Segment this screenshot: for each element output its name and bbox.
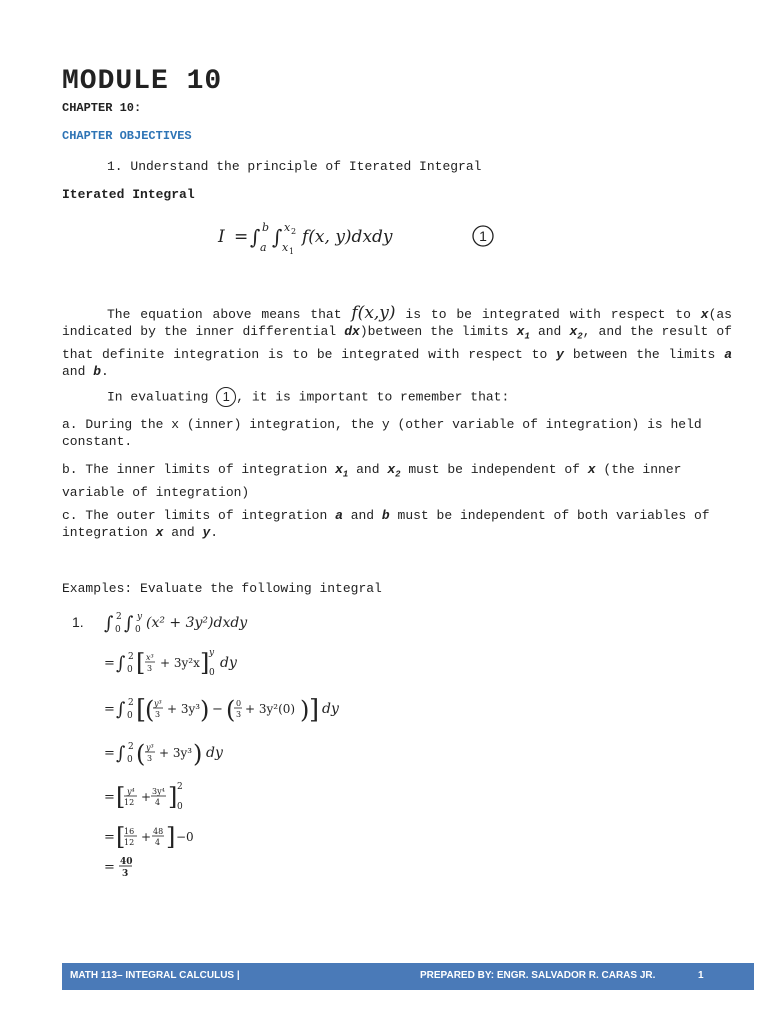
solution-step-7 <box>104 857 133 879</box>
svg-text:dy: dy <box>220 655 237 671</box>
svg-text:[: [ <box>136 695 147 725</box>
svg-text:=: = <box>104 830 115 845</box>
svg-text:+: + <box>141 790 152 804</box>
svg-text:b: b <box>262 221 270 234</box>
svg-text:4: 4 <box>155 798 161 807</box>
example-solution <box>100 605 360 885</box>
svg-text:(: ( <box>226 696 236 724</box>
svg-text:12: 12 <box>124 838 135 847</box>
svg-text:]: ] <box>168 783 178 811</box>
svg-text:dy: dy <box>322 701 339 717</box>
footer-course: MATH 113– INTEGRAL CALCULUS | <box>70 970 240 981</box>
svg-text:a: a <box>260 241 267 254</box>
svg-text:∫: ∫ <box>272 225 283 249</box>
svg-text:3: 3 <box>122 869 129 879</box>
svg-text:0: 0 <box>127 711 133 721</box>
module-title: MODULE 10 <box>62 66 223 97</box>
svg-text:0: 0 <box>135 625 141 635</box>
section-heading: Iterated Integral <box>62 187 195 202</box>
svg-text:y⁴: y⁴ <box>127 787 135 796</box>
svg-text:x: x <box>282 241 289 254</box>
svg-text:=: = <box>104 746 115 761</box>
svg-text:2: 2 <box>177 782 183 792</box>
objectives-heading: CHAPTER OBJECTIVES <box>62 129 192 143</box>
svg-text:3: 3 <box>147 664 153 673</box>
svg-text:0: 0 <box>209 668 215 678</box>
svg-text:I: I <box>218 227 225 247</box>
svg-text:+: + <box>141 830 152 844</box>
svg-text:x³: x³ <box>146 653 154 662</box>
solution-step-5 <box>104 782 183 812</box>
footer-author: PREPARED BY: ENGR. SALVADOR R. CARAS JR. <box>420 970 656 981</box>
svg-text:−: − <box>212 702 223 717</box>
svg-text:3: 3 <box>147 754 153 763</box>
svg-text:): ) <box>193 740 203 768</box>
svg-text:(: ( <box>136 740 146 768</box>
rule-b: b. The inner limits of integration $x_1$ and $x_2$ must be independent of x (the inner variable of integration) <box>62 462 682 500</box>
svg-text:y: y <box>137 612 143 622</box>
svg-text:=: = <box>104 790 115 805</box>
svg-text:∫: ∫ <box>250 225 261 249</box>
svg-text:]: ] <box>166 823 176 851</box>
svg-text:x: x <box>284 221 291 234</box>
svg-text:0: 0 <box>236 699 242 708</box>
svg-text:4: 4 <box>155 838 161 847</box>
svg-text:16: 16 <box>124 827 135 836</box>
svg-text:]: ] <box>309 695 320 725</box>
svg-text:2: 2 <box>116 612 122 622</box>
page-number: 1 <box>698 970 704 981</box>
svg-text:[: [ <box>116 823 126 851</box>
svg-text:+ 3y²x: + 3y²x <box>160 656 200 670</box>
evaluating-paragraph: In evaluating 1 , it is important to remember that: <box>107 387 509 407</box>
solution-step-6 <box>104 823 194 851</box>
solution-step-3 <box>104 695 340 725</box>
svg-text:=: = <box>104 702 115 717</box>
svg-text:2: 2 <box>291 227 297 236</box>
solution-step-4 <box>104 740 224 768</box>
solution-step-2 <box>104 648 238 678</box>
svg-text:(: ( <box>145 696 155 724</box>
svg-text:2: 2 <box>128 742 134 752</box>
svg-text:+ 3y³: + 3y³ <box>167 702 201 716</box>
equation-number: 1 <box>479 228 487 244</box>
svg-text:[: [ <box>136 649 146 677</box>
svg-text:[: [ <box>116 783 126 811</box>
svg-text:y³: y³ <box>154 699 162 708</box>
svg-text:0: 0 <box>127 665 133 675</box>
svg-text:−0: −0 <box>176 830 194 844</box>
iterated-integral-equation <box>210 215 510 257</box>
svg-text:0: 0 <box>177 802 183 812</box>
svg-text:3y⁴: 3y⁴ <box>152 787 165 796</box>
svg-text:0: 0 <box>127 755 133 765</box>
svg-text:+ 3y³: + 3y³ <box>159 746 193 760</box>
svg-text:=: = <box>104 656 115 671</box>
example-number: 1. <box>72 614 84 630</box>
svg-text:∫: ∫ <box>116 699 126 720</box>
svg-text:+ 3y²(0): + 3y²(0) <box>245 702 296 716</box>
svg-text:(x² + 3y²)dxdy: (x² + 3y²)dxdy <box>146 615 248 631</box>
examples-heading: Examples: Evaluate the following integral <box>62 581 382 596</box>
svg-text:∫: ∫ <box>124 613 134 634</box>
svg-text:48: 48 <box>153 827 164 836</box>
svg-text:f(x, y)dxdy: f(x, y)dxdy <box>302 227 393 247</box>
explanation-paragraph: The equation above means that f(x,y) is to be integrated with respect to x(as indicated by the inner differential dx)between the limits $x_1$ and $x_2$, and the result of that definite integration is to be integrated with respect to y between the limits a and b. <box>62 303 732 379</box>
svg-text:y: y <box>209 648 215 658</box>
svg-text:): ) <box>300 696 310 724</box>
svg-text:]: ] <box>200 649 210 677</box>
svg-text:∫: ∫ <box>116 743 126 764</box>
chapter-label: CHAPTER 10: <box>62 101 142 115</box>
svg-text:1: 1 <box>289 247 295 256</box>
svg-text:∫: ∫ <box>116 653 126 674</box>
solution-step-1 <box>104 612 248 635</box>
svg-text:∫: ∫ <box>104 613 114 634</box>
svg-text:=: = <box>104 860 115 875</box>
svg-text:3: 3 <box>155 710 161 719</box>
svg-text:=: = <box>234 227 249 247</box>
rule-c: c. The outer limits of integration a and b must be independent of both variables of integration x and y. <box>62 508 710 540</box>
rule-a: a. During the x (inner) integration, the y (other variable of integration) is held constant. <box>62 417 702 449</box>
svg-text:dy: dy <box>206 745 223 761</box>
objective-item: 1. Understand the principle of Iterated Integral <box>107 159 482 174</box>
page-footer <box>62 963 754 990</box>
svg-text:40: 40 <box>120 857 133 867</box>
svg-text:2: 2 <box>128 652 134 662</box>
svg-text:2: 2 <box>128 698 134 708</box>
svg-text:): ) <box>200 696 210 724</box>
equation-reference: 1 <box>216 387 236 407</box>
svg-text:y³: y³ <box>146 743 154 752</box>
svg-text:3: 3 <box>236 710 242 719</box>
svg-text:12: 12 <box>124 798 135 807</box>
svg-text:0: 0 <box>115 625 121 635</box>
